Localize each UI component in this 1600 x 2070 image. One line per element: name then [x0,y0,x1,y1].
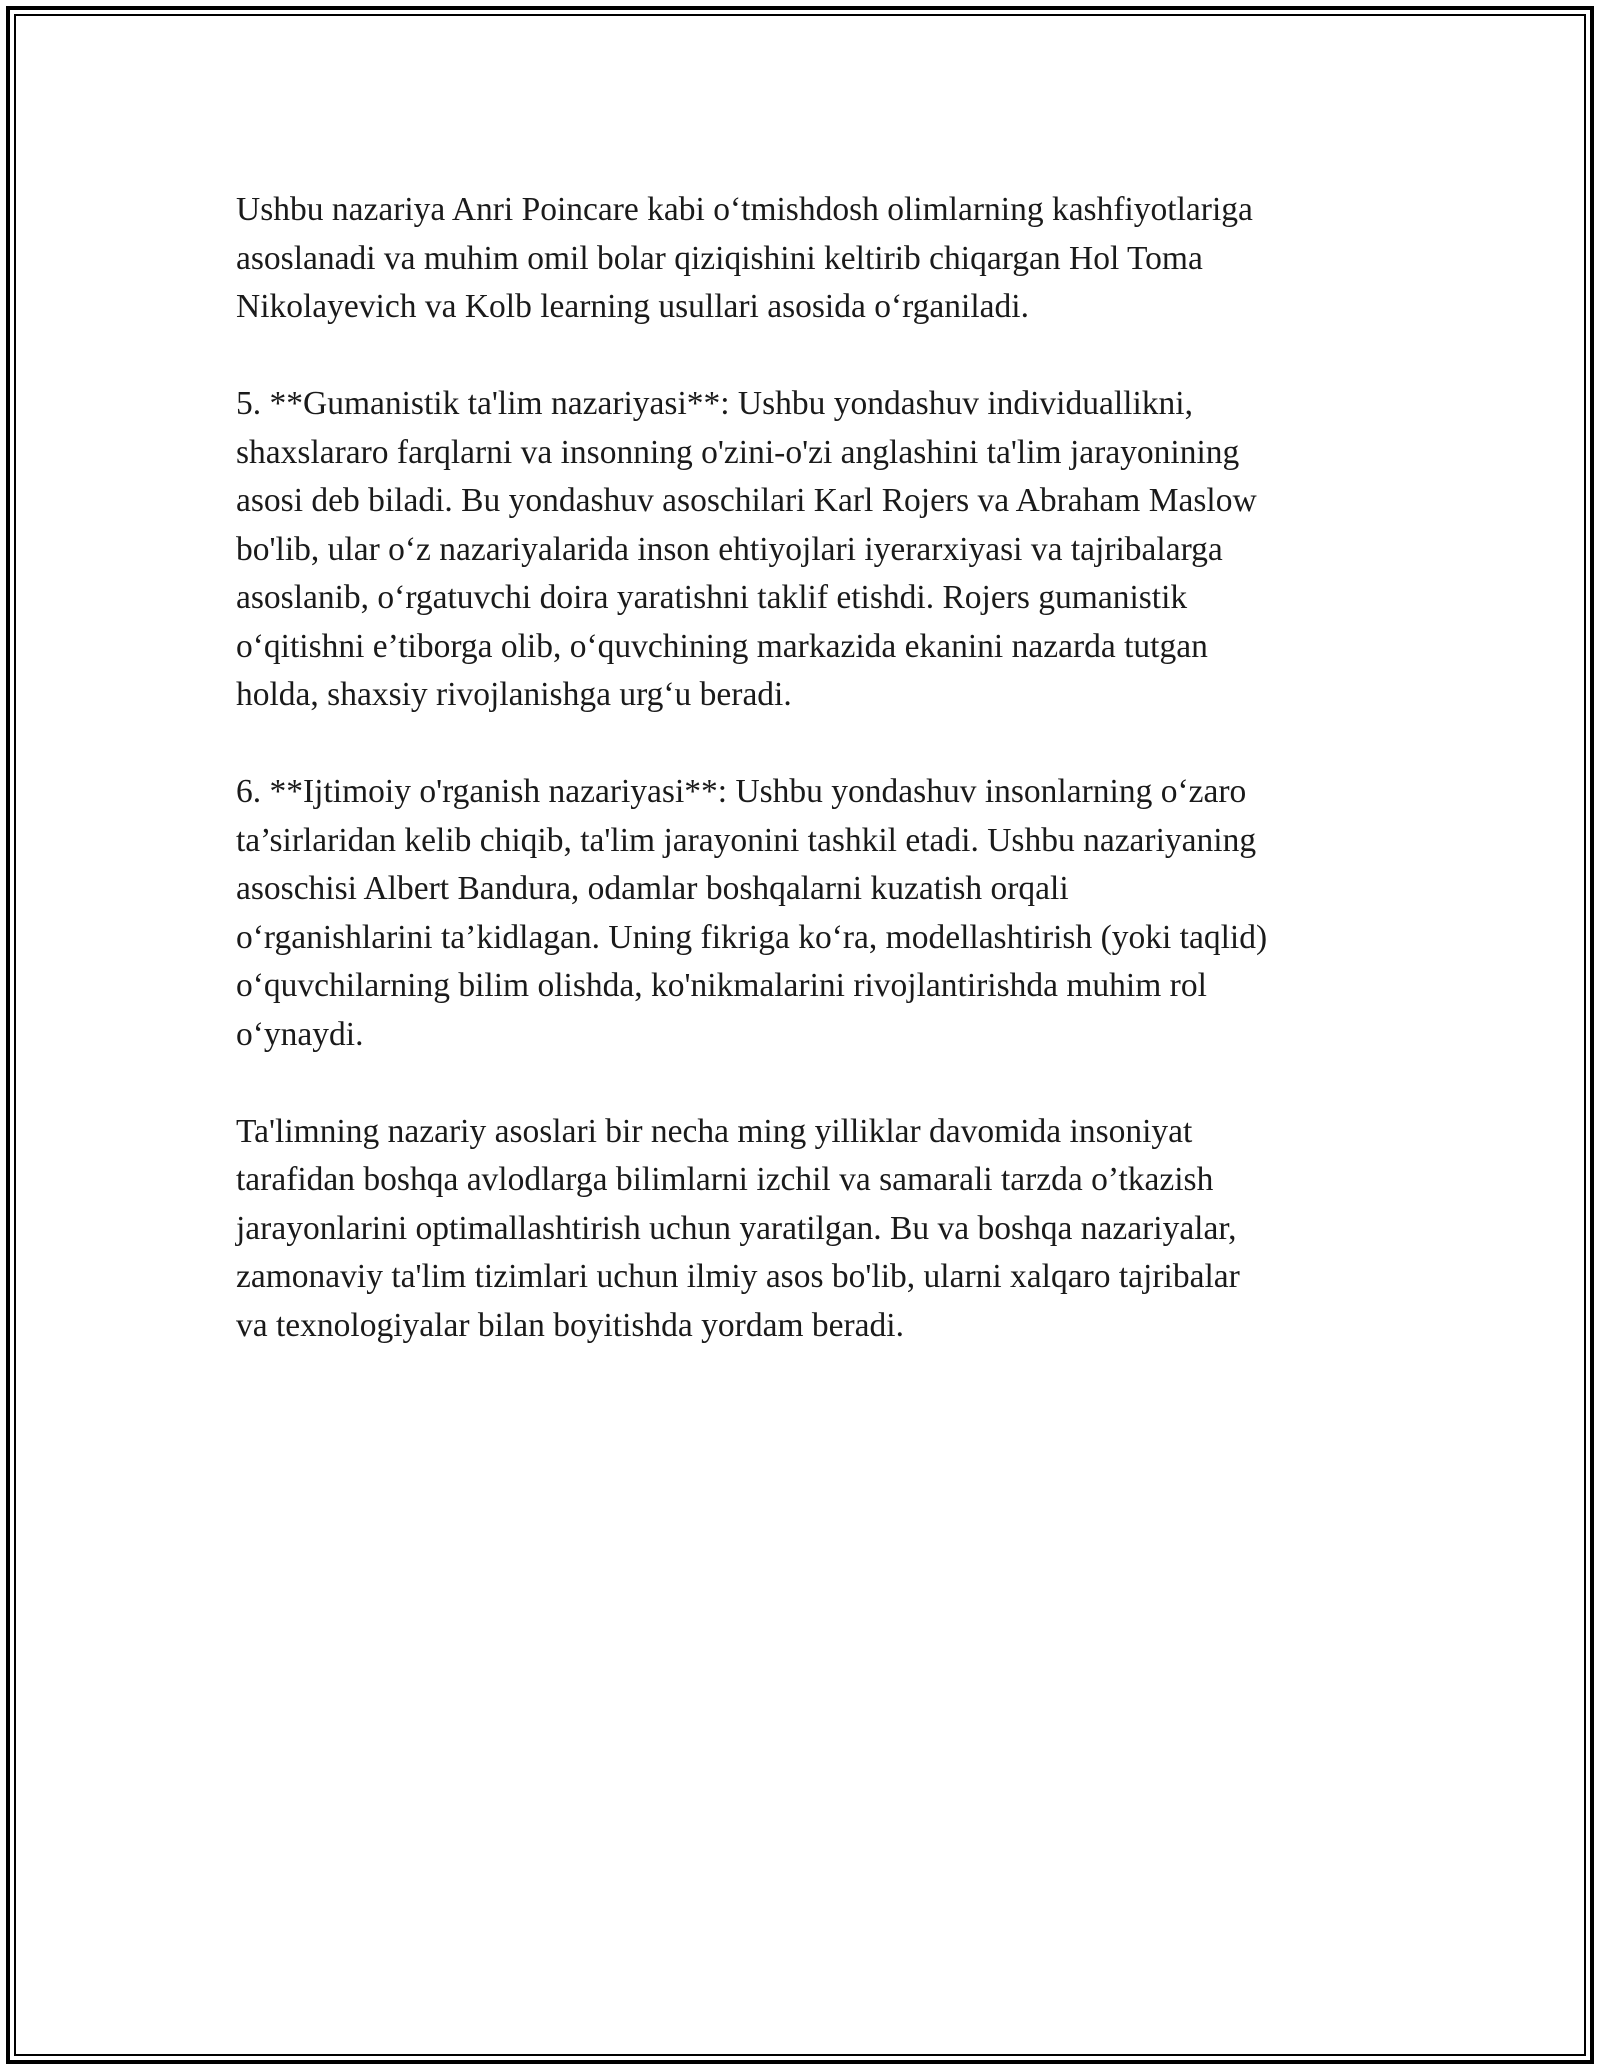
document-body [236,186,1386,1350]
paragraph-humanistic-theory: 5. **Gumanistik ta'lim nazariyasi**: Ushbu yondashuv individuallikni, shaxslararo farqlarni va insonning o'zini-o'zi anglashini ta'lim jarayonining asosi deb biladi. Bu yondashuv asoschilari Karl Rojers va Abraham Maslow bo'lib, ular o‘z nazariyalarida inson ehtiyojlari iyerarxiyasi va tajribalarga asoslanib, o‘rgatuvchi doira yaratishni taklif etishdi. Rojers gumanistik o‘qitishni e’tiborga olib, o‘quvchining markazida ekanini nazarda tutgan holda, shaxsiy rivojlanishga urg‘u beradi. [236,385,1257,713]
paragraph-conclusion: Ta'limning nazariy asoslari bir necha ming yilliklar davomida insoniyat tarafidan boshqa avlodlarga bilimlarni izchil va samarali tarzda o’tkazish jarayonlarini optimallashtirish uchun yaratilgan. Bu va boshqa nazariyalar, zamonaviy ta'lim tizimlari uchun ilmiy asos bo'lib, ularni xalqaro tajribalar va texnologiyalar bilan boyitishda yordam beradi. [236,1112,1240,1344]
paragraph-social-learning-theory: 6. **Ijtimoiy o'rganish nazariyasi**: Ushbu yondashuv insonlarning o‘zaro ta’sirlaridan kelib chiqib, ta'lim jarayonini tashkil etadi. Ushbu nazariyaning asoschisi Albert Bandura, odamlar boshqalarni kuzatish orqali o‘rganishlarini ta’kidlagan. Uning fikriga ko‘ra, modellashtirish (yoki taqlid) o‘quvchilarning bilim olishda, ko'nikmalarini rivojlantirishda muhim rol o‘ynaydi. [236,773,1268,1053]
paragraph-intro: Ushbu nazariya Anri Poincare kabi o‘tmishdosh olimlarning kashfiyotlariga asoslanadi va muhim omil bolar qiziqishini keltirib chiqargan Hol Toma Nikolayevich va Kolb learning usullari asosida o‘rganiladi. [236,191,1253,325]
